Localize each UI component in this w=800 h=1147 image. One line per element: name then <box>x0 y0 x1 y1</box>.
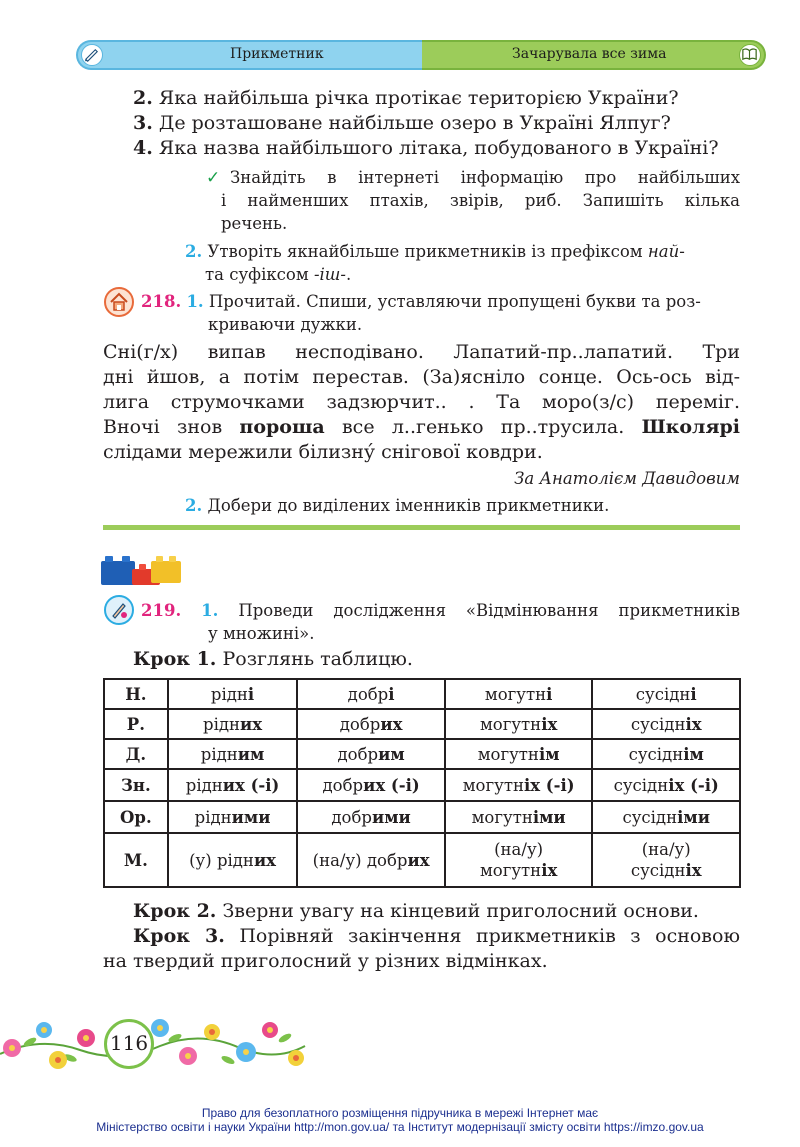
word-ending: і <box>690 684 697 704</box>
footer-line: Право для безоплатного розміщення підручника в мережі Інтернет має <box>201 1106 599 1120</box>
word-ending: их <box>407 850 430 870</box>
table-cell <box>592 833 740 887</box>
word-stem: добр <box>337 744 379 764</box>
word-ending: іх <box>541 714 558 734</box>
footer-line: Міністерство освіти і науки України http://mon.gov.ua/ та Інститут модернізації змісту освіти https://imzo.gov.ua <box>96 1120 704 1134</box>
table-cell <box>168 739 298 769</box>
preposition: (на/у) <box>641 840 691 859</box>
dictation-text-line: дні йшов, а потім перестав. (За)ясніло сонце. Ось-ось від- <box>103 366 740 388</box>
word-ending: их (-і) <box>363 775 420 795</box>
page-header <box>76 40 766 70</box>
table-cell <box>445 833 593 887</box>
preposition: (на/у) <box>494 840 544 859</box>
dictation-text-line: Сні(г/х) випав несподівано. Лапатий-пр..лапатий. Три <box>103 341 740 363</box>
table-cell <box>297 679 444 709</box>
preposition: (у) <box>189 850 217 870</box>
word-ending: і <box>247 684 255 704</box>
table-row <box>104 679 740 709</box>
exercise-218-task-2: 2. Добери до виділених іменників прикметники. <box>185 496 610 515</box>
checkmark-icon: ✓ <box>206 168 221 188</box>
exercise-218-instruction: криваючи дужки. <box>208 315 363 334</box>
dictation-text-line: слідами мережили білизну́ снігової ковдри. <box>103 441 543 463</box>
word-ending: іх <box>685 714 702 734</box>
table-cell <box>168 769 298 801</box>
case-label: Н. <box>104 679 168 709</box>
pen-hand-icon <box>81 44 103 66</box>
word-ending: іх (-і) <box>668 775 719 795</box>
step-3: Крок 3. Порівняй закінчення прикметників з основою <box>133 925 740 947</box>
word-stem: добр <box>339 714 381 734</box>
building-blocks-icon <box>101 549 183 587</box>
table-cell <box>168 709 298 739</box>
table-cell <box>445 739 593 769</box>
dictation-text-line: лига струмочками задзюрчит.. . Та моро(з/с) переміг. <box>103 391 740 413</box>
word-stem: могутн <box>479 861 542 880</box>
word-ending: іх <box>541 861 558 880</box>
word-stem: рідн <box>194 807 232 827</box>
text-author: За Анатолієм Давидовим <box>514 469 740 488</box>
table-cell <box>168 679 298 709</box>
word-stem: сусідн <box>628 744 684 764</box>
step-3-continued: на твердий приголосний у різних відмінках. <box>103 950 548 972</box>
table-cell <box>445 801 593 833</box>
word-stem: сусідн <box>635 684 691 704</box>
word-ending: их (-і) <box>222 775 280 795</box>
question-4: 4. Яка назва найбільшого літака, побудованого в Україні? <box>133 137 719 159</box>
word-ending: их <box>380 714 403 734</box>
table-cell <box>297 801 444 833</box>
word-stem: сусідн <box>622 807 678 827</box>
word-ending: им <box>237 744 265 764</box>
case-label: М. <box>104 833 168 887</box>
exercise-number: 218. <box>141 292 182 311</box>
table-cell <box>297 739 444 769</box>
table-cell <box>445 709 593 739</box>
word-ending: іх <box>685 861 702 880</box>
preposition: (на/у) <box>312 850 367 870</box>
word-ending: ими <box>371 807 411 827</box>
word-stem: рідн <box>185 775 223 795</box>
internet-task-line: речень. <box>221 214 288 233</box>
exercise-number: 219. <box>141 601 182 620</box>
prefix-task: 2. Утворіть якнайбільше прикметників із префіксом най- <box>185 242 685 261</box>
word-stem: сусідн <box>630 861 686 880</box>
header-topic-title: Зачарувала все зима <box>512 46 667 62</box>
book-icon <box>739 44 761 66</box>
word-ending: ім <box>683 744 704 764</box>
case-label: Зн. <box>104 769 168 801</box>
table-row <box>104 709 740 739</box>
table-row <box>104 739 740 769</box>
word-stem: рідн <box>210 684 248 704</box>
header-left-tab <box>76 40 422 70</box>
table-cell <box>592 769 740 801</box>
word-ending: і <box>388 684 395 704</box>
dictation-text-line: Вночі знов пороша все л..генько пр..трусила. Школярі <box>103 416 740 438</box>
table-cell <box>297 709 444 739</box>
table-cell <box>168 833 298 887</box>
case-label: Д. <box>104 739 168 769</box>
word-stem: рідн <box>203 714 241 734</box>
word-stem: рідн <box>200 744 238 764</box>
table-cell <box>297 769 444 801</box>
word-stem: добр <box>322 775 364 795</box>
header-section-title: Прикметник <box>230 46 324 62</box>
flower-border-decoration <box>0 1008 310 1074</box>
question-2: 2. Яка найбільша річка протікає територією України? <box>133 87 679 109</box>
prefix-task: та суфіксом -іш-. <box>205 265 352 284</box>
case-label: Ор. <box>104 801 168 833</box>
table-cell <box>592 709 740 739</box>
word-stem: рідн <box>216 850 254 870</box>
table-row <box>104 833 740 887</box>
word-stem: могутн <box>462 775 524 795</box>
word-ending: им <box>378 744 405 764</box>
internet-task-line: Знайдіть в інтернеті інформацію про найбільших <box>230 168 740 187</box>
page-number: 116 <box>109 1031 149 1055</box>
table-cell <box>592 801 740 833</box>
word-ending: их <box>253 850 277 870</box>
word-ending: их <box>240 714 263 734</box>
word-stem: добр <box>366 850 408 870</box>
header-right-tab <box>422 40 766 70</box>
table-cell <box>297 833 444 887</box>
question-3: 3. Де розташоване найбільше озеро в Україні Ялпуг? <box>133 112 671 134</box>
word-ending: іми <box>532 807 566 827</box>
table-row <box>104 769 740 801</box>
word-stem: могутн <box>484 684 547 704</box>
word-stem: могутн <box>477 744 539 764</box>
step-1: Крок 1. Розглянь таблицю. <box>133 648 413 670</box>
exercise-218-header: 218. 1. Прочитай. Спиши, уставляючи пропущені букви та роз- <box>141 292 701 311</box>
declension-table <box>103 678 741 888</box>
home-task-icon <box>104 287 134 317</box>
word-stem: могутн <box>479 714 542 734</box>
case-label: Р. <box>104 709 168 739</box>
table-cell <box>445 769 593 801</box>
table-cell <box>592 679 740 709</box>
word-ending: і <box>546 684 553 704</box>
word-ending: іми <box>677 807 710 827</box>
word-ending: ими <box>231 807 271 827</box>
table-cell <box>445 679 593 709</box>
table-cell <box>168 801 298 833</box>
word-stem: добр <box>331 807 372 827</box>
step-2: Крок 2. Зверни увагу на кінцевий приголосний основи. <box>133 900 699 922</box>
word-stem: сусідн <box>613 775 669 795</box>
table-row <box>104 801 740 833</box>
exercise-219-header: 219. 1. Проведи дослідження «Відмінювання прикметників <box>141 601 740 620</box>
research-task-icon <box>104 595 134 625</box>
word-stem: добр <box>347 684 389 704</box>
word-ending: іх (-і) <box>523 775 575 795</box>
word-stem: сусідн <box>630 714 686 734</box>
section-divider <box>103 525 740 530</box>
exercise-219-instruction: у множині». <box>208 624 315 643</box>
internet-task-line: і найменших птахів, звірів, риб. Запишіть кілька <box>221 191 740 210</box>
word-ending: ім <box>538 744 560 764</box>
word-stem: могутн <box>471 807 533 827</box>
table-cell <box>592 739 740 769</box>
